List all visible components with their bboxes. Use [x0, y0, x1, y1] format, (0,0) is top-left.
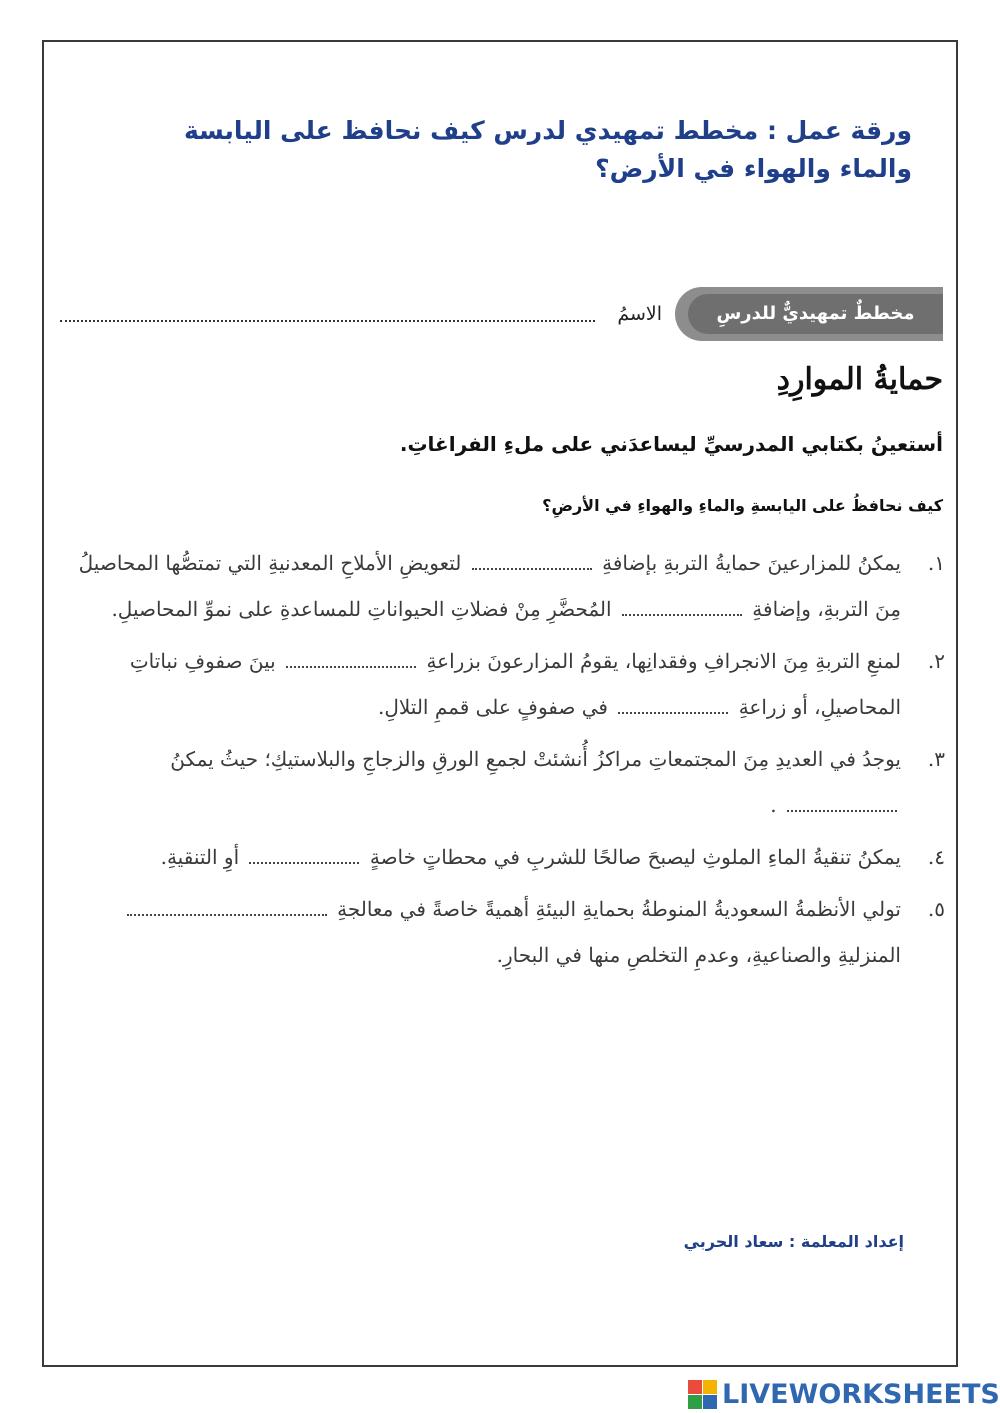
logo-text: LIVEWORKSHEETS	[722, 1379, 1000, 1410]
item-text: لتعويضِ الأملاحِ المعدنيةِ التي تمتصُّها المحاصيلُ مِنَ التربةِ، وإضافةِ	[78, 551, 901, 621]
liveworksheets-logo	[688, 1378, 1000, 1412]
section-heading: حمايةُ الموارِدِ	[776, 362, 943, 397]
item-text: المنزليةِ والصناعيةِ، وعدمِ التخلصِ منها في البحارِ.	[496, 943, 901, 967]
answer-blank[interactable]	[127, 900, 327, 916]
item-text: لمنعِ التربةِ مِنَ الانجرافِ وفقدانِها، يقومُ المزارعونَ بزراعةِ	[426, 649, 901, 673]
list-item	[65, 540, 945, 632]
item-text: المُحضَّرِ مِنْ فضلاتِ الحيواناتِ للمساعدةِ على نموِّ المحاصيلِ.	[111, 597, 612, 621]
item-text: تولي الأنظمةُ السعوديةُ المنوطةُ بحمايةِ البيئةِ أهميةً خاصةً في معالجةِ	[337, 897, 901, 921]
item-number: ١.	[927, 551, 945, 575]
intro-text: أستعينُ بكتابي المدرسيِّ ليساعدَني على ملءِ الفراغاتِ.	[399, 432, 943, 456]
item-text: بينَ صفوفِ نباتاتِ المحاصيلِ، أو زراعةِ	[129, 649, 901, 719]
item-text: يوجدُ في العديدِ مِنَ المجتمعاتِ مراكزُ أُنشئتْ لجمعِ الورقِ والزجاجِ والبلاستيكِ؛ حيثُ يمكنُ	[170, 747, 901, 771]
lesson-tab-label: مخططٌ تمهيديٌّ للدرسِ	[688, 294, 943, 334]
item-number: ٤.	[927, 845, 945, 869]
item-text: يمكنُ تنقيةُ الماءِ الملوثِ ليصبحَ صالحًا للشربِ في محطاتٍ خاصةٍ	[369, 845, 901, 869]
list-item	[65, 736, 945, 828]
question-list	[65, 540, 945, 978]
answer-blank[interactable]	[472, 554, 592, 570]
item-number: ٣.	[927, 747, 945, 771]
name-label: الاسمُ	[617, 303, 662, 325]
name-input-line[interactable]	[60, 320, 595, 322]
answer-blank[interactable]	[249, 848, 359, 864]
answer-blank[interactable]	[618, 698, 728, 714]
answer-blank[interactable]	[622, 600, 742, 616]
list-item	[65, 834, 945, 880]
worksheet-title: ورقة عمل : مخطط تمهيدي لدرس كيف نحافظ على اليابسة والماء والهواء في الأرض؟	[183, 116, 912, 183]
item-number: ٢.	[927, 649, 945, 673]
logo-icon	[688, 1380, 718, 1410]
main-question: كيف نحافظُ على اليابسةِ والماءِ والهواءِ في الأرضِ؟	[542, 496, 943, 515]
item-number: ٥.	[927, 897, 945, 921]
answer-blank[interactable]	[787, 796, 897, 812]
teacher-credit: إعداد المعلمة : سعاد الحربي	[683, 1232, 904, 1251]
lesson-tab	[675, 287, 943, 341]
item-text: أوِ التنقيةِ.	[160, 845, 240, 869]
list-item	[65, 638, 945, 730]
item-text: .	[770, 793, 777, 817]
item-text: يمكنُ للمزارعينَ حمايةُ التربةِ بإضافةِ	[602, 551, 901, 575]
list-item	[65, 886, 945, 978]
answer-blank[interactable]	[286, 652, 416, 668]
item-text: في صفوفٍ على قممِ التلالِ.	[377, 695, 608, 719]
